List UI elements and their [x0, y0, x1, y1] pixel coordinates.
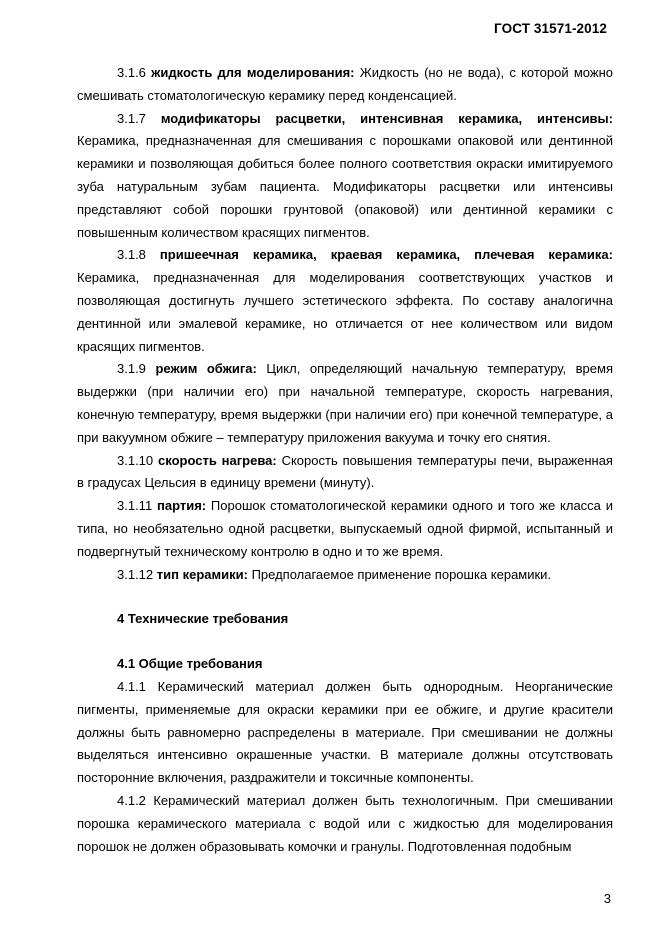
definition-3-1-11	[77, 495, 613, 563]
spacer	[77, 631, 613, 653]
term: скорость нагрева:	[158, 452, 277, 468]
clause-number: 3.1.9	[117, 361, 146, 377]
definition-text: Керамика, предназначенная для смешивания с порошками опаковой или дентинной керамики и позволяющая добиться более полного соответствия окраски имитируемого зуба натуральным зубам пациента. Модификаторы расцветки или интенсивы представляют собой порошки грунтовой (опаковой) или дентинной керамики с повышенным количеством красящих пигментов.	[77, 133, 613, 240]
term: жидкость для моделирования:	[151, 65, 355, 80]
definition-text: Скорость повышения температуры печи, выраженная в градусах Цельсия в единицу времени (минуту).	[77, 452, 613, 491]
clause-number: 3.1.6	[117, 65, 146, 80]
clause-number: 3.1.7	[117, 110, 146, 126]
page-body	[77, 62, 613, 858]
term: партия:	[156, 498, 207, 514]
clause-number: 4.1.2	[117, 792, 146, 808]
definition-3-1-10	[77, 450, 613, 496]
clause-number: 3.1.10	[117, 452, 154, 468]
document-standard-number: ГОСТ 31571-2012	[494, 21, 607, 36]
clause-number: 3.1.12	[117, 566, 154, 582]
spacer	[77, 586, 613, 608]
definition-text: Керамика, предназначенная для моделирования соответствующих участков и позволяющая достигнуть лучшего эстетического эффекта. По составу аналогична дентинной или эмалевой керамике, но отличается от нее количеством или видом красящих пигментов.	[77, 270, 613, 354]
definition-3-1-8	[77, 244, 613, 358]
requirement-4-1-2	[77, 790, 613, 858]
requirement-text: Керамический материал должен быть технологичным. При смешивании порошка керамического материала с водой или с жидкостью для моделирования порошок не должен образовывать комочки и гранулы. Подготовленная подобным	[77, 792, 613, 854]
term: пришеечная керамика, краевая керамика, плечевая керамика:	[159, 247, 613, 263]
definition-3-1-6	[77, 62, 613, 108]
requirement-4-1-1	[77, 676, 613, 790]
definition-text: Предполагаемое применение порошка керамики.	[251, 566, 552, 582]
definition-text: Жидкость (но не вода), с которой можно смешивать стоматологическую керамику перед конденсацией.	[77, 65, 613, 103]
definition-3-1-7	[77, 108, 613, 245]
clause-number: 4.1.1	[117, 678, 146, 694]
term: тип керамики:	[156, 566, 248, 582]
term: модификаторы расцветки, интенсивная керамика, интенсивы:	[160, 110, 613, 126]
page-number: 3	[603, 891, 611, 906]
term: режим обжига:	[155, 361, 257, 377]
requirement-text: Керамический материал должен быть однородным. Неорганические пигменты, применяемые для окраски керамики при ее обжиге, и другие красители должны быть равномерно распределены в материале. При смешивании не должны выделяться интенсивно окрашенные участки. В материале должны отсутствовать посторонние включения, раздражители и токсичные компоненты.	[77, 678, 613, 786]
subsection-heading: 4.1 Общие требования	[117, 656, 263, 672]
clause-number: 3.1.11	[117, 498, 153, 514]
definition-3-1-12	[77, 564, 613, 587]
clause-number: 3.1.8	[117, 247, 146, 263]
definition-text: Порошок стоматологической керамики одного и того же класса и типа, но необязательно одной расцветки, выпускаемый одной фирмой, испытанный и подвергнутый техническому контролю в одно и то же время.	[77, 498, 613, 559]
definition-3-1-9	[77, 358, 613, 449]
section-heading: 4 Технические требования	[117, 611, 289, 627]
definition-text: Цикл, определяющий начальную температуру, время выдержки (при наличии его) при начальной температуре, скорость нагревания, конечную температуру, время выдержки (при наличии его) при конечной температуре, а при вакуумном обжиге – температуру приложения вакуума и точку его снятия.	[77, 361, 613, 445]
